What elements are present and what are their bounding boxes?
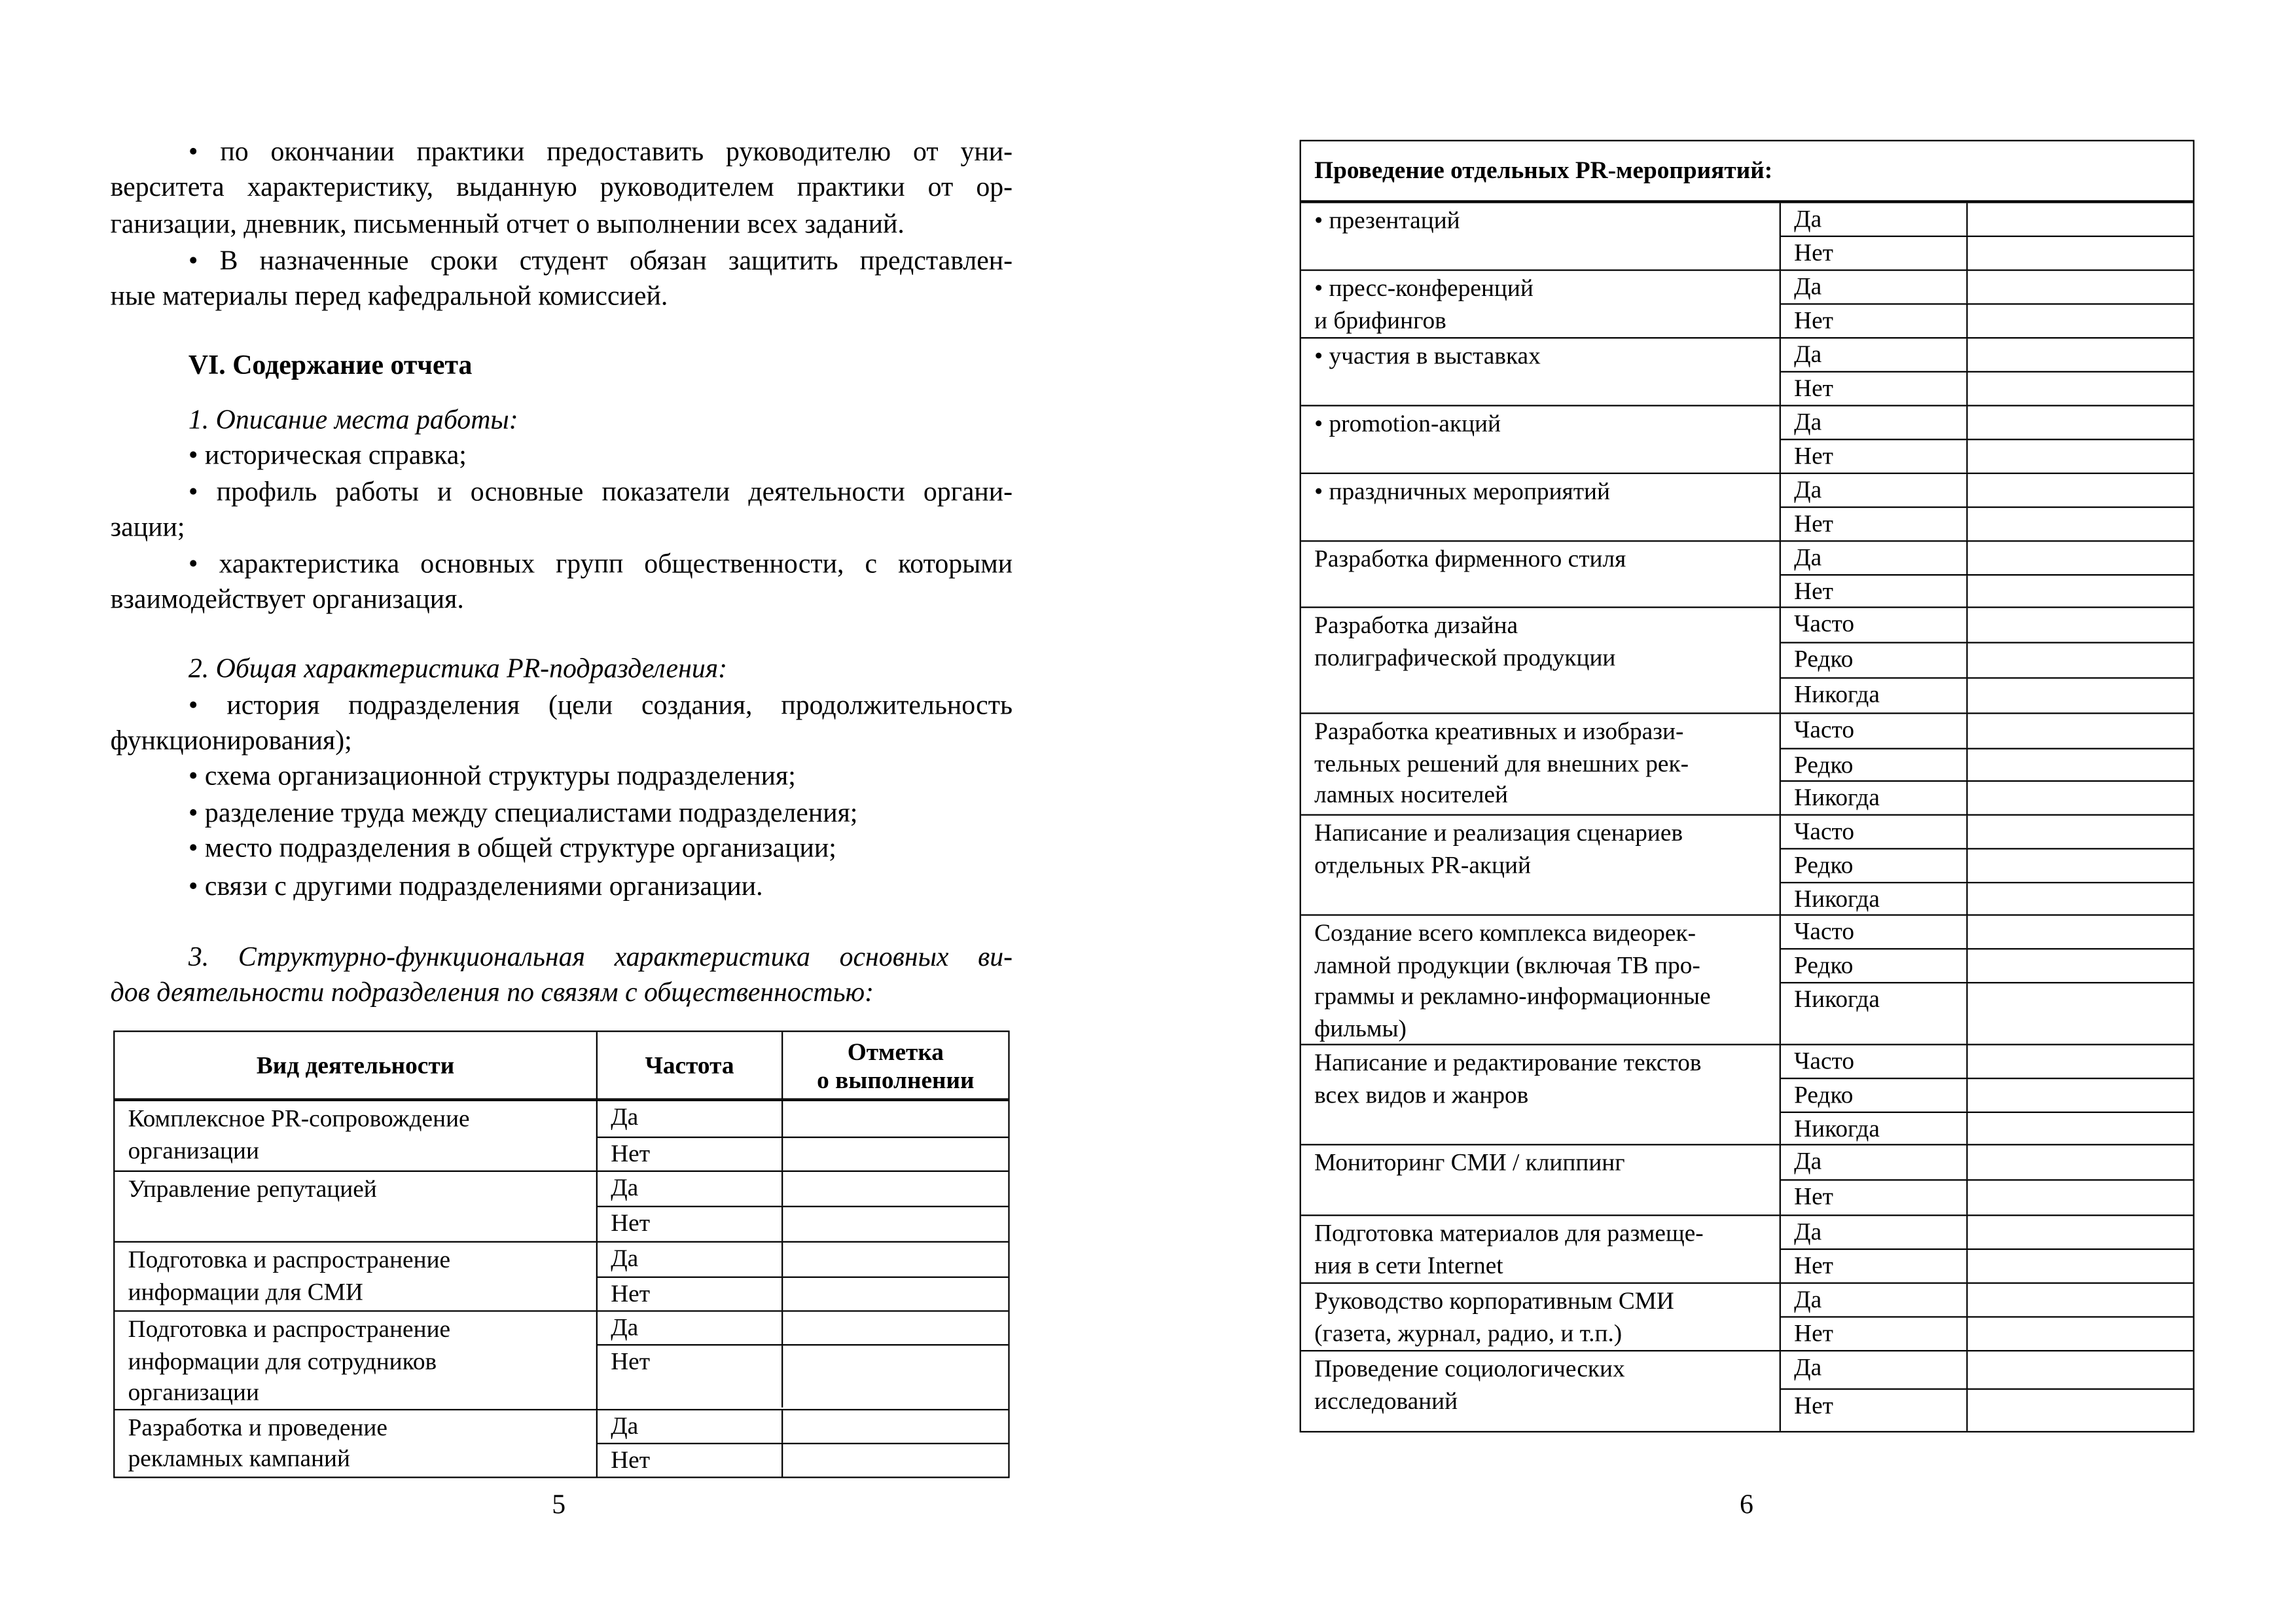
text-line: 2. Общая характеристика PR-подразделения:: [188, 653, 728, 685]
frequency-cell: Нет: [1781, 440, 1968, 472]
completion-mark-cell[interactable]: [1968, 575, 2193, 606]
pr-events-table: [1300, 140, 2195, 1432]
completion-mark-cell[interactable]: [1968, 916, 2193, 948]
completion-mark-cell[interactable]: [1968, 474, 2193, 506]
completion-mark-cell[interactable]: [1968, 816, 2193, 848]
activity-label-line: • праздничных мероприятий: [1314, 477, 1610, 505]
frequency-row: [1781, 303, 2193, 337]
frequency-cell: Да: [598, 1243, 783, 1277]
table-row: [1301, 1214, 2193, 1282]
bullet-item: [111, 475, 1013, 547]
frequency-row: [1781, 1179, 2193, 1214]
activity-cell: [115, 1312, 598, 1408]
completion-mark-cell[interactable]: [783, 1207, 1008, 1241]
frequency-cell: Да: [1781, 338, 1968, 371]
frequency-options: [1781, 474, 2193, 540]
activity-cell: [1301, 816, 1781, 915]
activity-label-line: Руководство корпоративным СМИ: [1314, 1286, 1674, 1315]
completion-mark-cell[interactable]: [1968, 1216, 2193, 1248]
frequency-row: [1781, 848, 2193, 882]
frequency-row: [1781, 1078, 2193, 1112]
table-row: [1301, 1144, 2193, 1214]
frequency-cell: Часто: [1781, 1046, 1968, 1078]
frequency-options: [1781, 1046, 2193, 1144]
frequency-cell: Нет: [1781, 1250, 1968, 1282]
activity-cell: [1301, 338, 1781, 405]
frequency-row: [598, 1410, 1008, 1442]
completion-mark-cell[interactable]: [1968, 508, 2193, 540]
frequency-cell: Часто: [1781, 714, 1968, 748]
completion-mark-cell[interactable]: [1968, 1390, 2193, 1431]
activity-label-line: рекламных кампаний: [128, 1444, 351, 1472]
frequency-cell: Да: [1781, 474, 1968, 506]
activity-label-line: Проведение социологических: [1314, 1354, 1625, 1383]
table-row: [1301, 1350, 2193, 1431]
frequency-options: [1781, 1351, 2193, 1431]
completion-mark-cell[interactable]: [1968, 271, 2193, 303]
text-line: зации;: [110, 513, 185, 544]
activity-label-line: • презентаций: [1314, 206, 1460, 234]
frequency-cell: Да: [1781, 407, 1968, 439]
frequency-cell: Нет: [1781, 237, 1968, 269]
activity-cell: [1301, 407, 1781, 473]
page-number-6: 6: [1739, 1489, 1753, 1521]
completion-mark-cell[interactable]: [783, 1172, 1008, 1206]
completion-mark-cell[interactable]: [1968, 644, 2193, 678]
completion-mark-cell[interactable]: [1968, 608, 2193, 642]
frequency-options: [1781, 916, 2193, 1044]
frequency-row: [1781, 882, 2193, 914]
activity-label-line: Создание всего комплекса видеорек-: [1314, 919, 1696, 947]
table-row: [1301, 202, 2193, 269]
bullet-item: [111, 870, 1013, 906]
completion-mark-cell[interactable]: [783, 1243, 1008, 1277]
frequency-cell: Да: [1781, 1145, 1968, 1179]
completion-mark-cell[interactable]: [1968, 1318, 2193, 1350]
subsection-title: [111, 652, 1013, 688]
frequency-row: [1781, 714, 2193, 748]
frequency-row: [1781, 677, 2193, 712]
frequency-row: [1781, 439, 2193, 473]
completion-mark-cell[interactable]: [1968, 1284, 2193, 1316]
completion-mark-cell[interactable]: [1968, 750, 2193, 780]
completion-mark-cell[interactable]: [1968, 1113, 2193, 1144]
completion-mark-cell[interactable]: [1968, 542, 2193, 574]
frequency-row: [1781, 780, 2193, 814]
activity-label-line: и брифингов: [1314, 305, 1446, 334]
frequency-options: [598, 1101, 1008, 1171]
completion-mark-cell[interactable]: [783, 1138, 1008, 1170]
activities-table-header: [115, 1032, 1008, 1099]
frequency-row: [598, 1243, 1008, 1277]
frequency-options: [598, 1243, 1008, 1310]
frequency-row: [1781, 948, 2193, 982]
table-row: [115, 1241, 1008, 1311]
activity-label-line: Управление репутацией: [128, 1175, 377, 1203]
activity-label-line: фильмы): [1314, 1013, 1407, 1042]
completion-mark-cell[interactable]: [783, 1345, 1008, 1407]
activity-label-line: полиграфической продукции: [1314, 642, 1616, 671]
bullet-item: [111, 439, 1013, 475]
frequency-row: [1781, 338, 2193, 371]
frequency-row: [1781, 474, 2193, 506]
table-row: [1301, 712, 2193, 814]
frequency-row: [1781, 1046, 2193, 1078]
frequency-cell: Да: [1781, 1351, 1968, 1388]
bullet-item: [111, 759, 1013, 795]
frequency-cell: Нет: [1781, 575, 1968, 606]
frequency-cell: Нет: [1781, 1180, 1968, 1214]
table-row: [115, 1100, 1008, 1171]
frequency-options: [1781, 1284, 2193, 1350]
frequency-options: [1781, 203, 2193, 269]
activity-label-line: Подготовка материалов для размеще-: [1314, 1218, 1704, 1247]
text-line: ганизации, дневник, письменный отчет о выполнении всех заданий.: [110, 208, 905, 240]
frequency-cell: Нет: [1781, 1318, 1968, 1350]
subsection-title: [111, 941, 1013, 1013]
text-line: • по окончании практики предоставить руководителю от уни-: [188, 137, 1013, 168]
activity-label-line: информации для СМИ: [128, 1277, 363, 1305]
frequency-cell: Редко: [1781, 949, 1968, 981]
frequency-options: [1781, 1145, 2193, 1214]
activity-cell: [1301, 916, 1781, 1044]
frequency-cell: Редко: [1781, 750, 1968, 780]
frequency-cell: Редко: [1781, 849, 1968, 881]
frequency-options: [1781, 816, 2193, 915]
frequency-cell: Да: [1781, 203, 1968, 235]
frequency-row: [1781, 1145, 2193, 1179]
frequency-row: [1781, 542, 2193, 574]
completion-mark-cell[interactable]: [1968, 440, 2193, 472]
frequency-row: [598, 1442, 1008, 1476]
table-row: [115, 1310, 1008, 1408]
text-line: верситета характеристику, выданную руководителем практики от ор-: [110, 173, 1013, 204]
activity-label-line: Подготовка и распространение: [128, 1315, 451, 1343]
completion-mark-cell[interactable]: [1968, 949, 2193, 981]
frequency-row: [598, 1206, 1008, 1241]
text-line: функционирования);: [110, 726, 352, 757]
table-row: [1301, 1283, 2193, 1350]
text-line: взаимодействует организация.: [110, 585, 464, 616]
activity-cell: [1301, 714, 1781, 814]
activity-cell: [1301, 608, 1781, 713]
frequency-cell: Никогда: [1781, 883, 1968, 914]
frequency-row: [1781, 203, 2193, 235]
frequency-cell: Да: [1781, 542, 1968, 574]
frequency-row: [1781, 916, 2193, 948]
activity-label-line: Написание и реализация сценариев: [1314, 818, 1683, 847]
activities-table: [113, 1030, 1009, 1477]
completion-mark-cell[interactable]: [1968, 1046, 2193, 1078]
text-line: • место подразделения в общей структуре организации;: [188, 833, 836, 864]
frequency-cell: Да: [598, 1172, 783, 1206]
activity-label-line: Разработка фирменного стиля: [1314, 545, 1626, 573]
bullet-item: [111, 689, 1013, 761]
page-number-5: 5: [552, 1489, 566, 1521]
activity-label-line: информации для сотрудников: [128, 1346, 437, 1375]
frequency-options: [598, 1410, 1008, 1476]
table-row: [1301, 914, 2193, 1044]
frequency-options: [1781, 271, 2193, 337]
text-line: 3. Структурно-функциональная характеристика основных ви-: [188, 942, 1013, 974]
activity-label-line: тельных решений для внешних рек-: [1314, 748, 1689, 777]
table-section-title: Проведение отдельных PR-мероприятий:: [1314, 156, 1773, 185]
text-line: • профиль работы и основные показатели деятельности органи-: [188, 477, 1013, 508]
completion-mark-cell[interactable]: [1968, 304, 2193, 337]
frequency-cell: Никогда: [1781, 782, 1968, 814]
text-line: 1. Описание места работы:: [188, 405, 518, 436]
text-line: • характеристика основных групп общественности, с которыми: [188, 549, 1013, 580]
header-line: Отметка: [847, 1037, 944, 1065]
activity-label-line: исследований: [1314, 1386, 1458, 1414]
completion-mark-cell[interactable]: [1968, 237, 2193, 269]
frequency-row: [598, 1172, 1008, 1206]
activity-label-line: Комплексное PR-сопровождение: [128, 1104, 470, 1133]
frequency-options: [1781, 542, 2193, 607]
frequency-row: [1781, 1389, 2193, 1431]
completion-mark-cell[interactable]: [1968, 1180, 2193, 1214]
activity-label-line: • пресс-конференций: [1314, 274, 1534, 302]
frequency-row: [1781, 1249, 2193, 1283]
text-line: дов деятельности подразделения по связям с общественностью:: [110, 978, 874, 1010]
activity-label-line: граммы и рекламно-информационные: [1314, 981, 1711, 1010]
frequency-row: [1781, 574, 2193, 606]
frequency-row: [598, 1344, 1008, 1408]
completion-mark-cell[interactable]: [1968, 849, 2193, 881]
activity-cell: [1301, 474, 1781, 540]
frequency-options: [598, 1172, 1008, 1241]
text-line: • В назначенные сроки студент обязан защитить представлен-: [188, 246, 1013, 277]
frequency-row: [1781, 236, 2193, 270]
frequency-row: [1781, 1351, 2193, 1388]
frequency-cell: Никогда: [1781, 679, 1968, 713]
frequency-row: [1781, 982, 2193, 1044]
completion-mark-cell[interactable]: [783, 1444, 1008, 1476]
activity-label-line: Мониторинг СМИ / клиппинг: [1314, 1148, 1625, 1176]
completion-mark-cell[interactable]: [1968, 714, 2193, 748]
frequency-cell: Нет: [1781, 373, 1968, 405]
activity-label-line: ния в сети Internet: [1314, 1250, 1503, 1279]
frequency-cell: Да: [1781, 1284, 1968, 1316]
frequency-cell: Часто: [1781, 916, 1968, 948]
column-header-completion: [783, 1032, 1008, 1098]
frequency-cell: Да: [1781, 271, 1968, 303]
frequency-options: [1781, 714, 2193, 814]
activity-cell: [115, 1243, 598, 1310]
text-line: • схема организационной структуры подразделения;: [188, 761, 796, 792]
frequency-options: [1781, 1216, 2193, 1282]
completion-mark-cell[interactable]: [1968, 373, 2193, 405]
frequency-row: [1781, 748, 2193, 780]
frequency-cell: Никогда: [1781, 983, 1968, 1044]
activity-label-line: • участия в выставках: [1314, 341, 1541, 370]
completion-mark-cell[interactable]: [783, 1101, 1008, 1137]
activity-label-line: организации: [128, 1135, 259, 1164]
text-line: VI. Содержание отчета: [188, 350, 473, 382]
frequency-cell: Нет: [1781, 508, 1968, 540]
frequency-options: [1781, 338, 2193, 405]
completion-mark-cell[interactable]: [783, 1278, 1008, 1310]
pr-events-table-header: [1301, 141, 2193, 202]
frequency-row: [1781, 1216, 2193, 1248]
frequency-row: [598, 1312, 1008, 1344]
activity-cell: [1301, 203, 1781, 269]
text-line: • история подразделения (цели создания, продолжительность: [188, 690, 1013, 721]
activity-cell: [1301, 271, 1781, 337]
activity-label-line: ламной продукции (включая ТВ про-: [1314, 950, 1700, 979]
completion-mark-cell[interactable]: [1968, 983, 2193, 1044]
column-header-frequency: Частота: [598, 1032, 783, 1098]
text-line: • связи с другими подразделениями организации.: [188, 871, 763, 903]
completion-mark-cell[interactable]: [1968, 407, 2193, 439]
activity-cell: [1301, 1145, 1781, 1214]
activity-label-line: Разработка дизайна: [1314, 611, 1518, 639]
table-row: [1301, 270, 2193, 337]
frequency-row: [1781, 507, 2193, 541]
completion-mark-cell[interactable]: [1968, 1250, 2193, 1282]
frequency-cell: Да: [1781, 1216, 1968, 1248]
activity-label-line: (газета, журнал, радио, и т.п.): [1314, 1318, 1623, 1347]
frequency-cell: Нет: [598, 1278, 783, 1310]
table-row: [1301, 814, 2193, 915]
frequency-row: [1781, 1316, 2193, 1350]
subsection-title: [111, 403, 1013, 439]
frequency-cell: Да: [598, 1312, 783, 1344]
bullet-item: [111, 548, 1013, 620]
frequency-row: [598, 1101, 1008, 1137]
frequency-cell: Да: [598, 1101, 783, 1137]
frequency-cell: Нет: [598, 1444, 783, 1476]
table-row: [1301, 337, 2193, 405]
activity-label-line: организации: [128, 1377, 259, 1406]
frequency-cell: Редко: [1781, 1079, 1968, 1111]
table-row: [1301, 606, 2193, 712]
frequency-cell: Никогда: [1781, 1113, 1968, 1144]
header-line: о выполнении: [817, 1065, 975, 1093]
completion-mark-cell[interactable]: [1968, 883, 2193, 914]
frequency-row: [1781, 642, 2193, 677]
frequency-options: [598, 1312, 1008, 1408]
text-line: ные материалы перед кафедральной комиссией.: [110, 282, 668, 313]
activity-label-line: всех видов и жанров: [1314, 1080, 1529, 1108]
completion-mark-cell[interactable]: [1968, 1079, 2193, 1111]
completion-mark-cell[interactable]: [1968, 1145, 2193, 1179]
activity-label-line: отдельных PR-акций: [1314, 850, 1531, 879]
frequency-row: [1781, 271, 2193, 303]
activity-cell: [115, 1101, 598, 1171]
completion-mark-cell[interactable]: [1968, 782, 2193, 814]
completion-mark-cell[interactable]: [1968, 203, 2193, 235]
frequency-cell: Нет: [1781, 1390, 1968, 1431]
completion-mark-cell[interactable]: [1968, 338, 2193, 371]
section-heading: [111, 349, 1013, 385]
activity-label-line: Разработка креативных и изобрази-: [1314, 717, 1684, 745]
table-row: [1301, 405, 2193, 472]
frequency-options: [1781, 608, 2193, 713]
column-header-activity: Вид деятельности: [115, 1032, 598, 1098]
activity-label-line: Написание и редактирование текстов: [1314, 1048, 1702, 1076]
activity-cell: [1301, 1351, 1781, 1431]
text-line: • разделение труда между специалистами подразделения;: [188, 797, 858, 830]
bullet-item: [111, 832, 1013, 868]
bullet-paragraph: [111, 244, 1013, 316]
frequency-row: [598, 1277, 1008, 1311]
completion-mark-cell[interactable]: [783, 1410, 1008, 1442]
frequency-row: [1781, 371, 2193, 405]
completion-mark-cell[interactable]: [783, 1312, 1008, 1344]
frequency-row: [1781, 1112, 2193, 1144]
frequency-row: [1781, 816, 2193, 848]
activity-cell: [1301, 1046, 1781, 1144]
completion-mark-cell[interactable]: [1968, 1351, 2193, 1388]
frequency-cell: Да: [598, 1410, 783, 1442]
activity-cell: [1301, 1216, 1781, 1282]
frequency-cell: Нет: [598, 1207, 783, 1241]
frequency-cell: Часто: [1781, 816, 1968, 848]
activity-cell: [115, 1410, 598, 1476]
activity-label-line: Подготовка и распространение: [128, 1245, 451, 1274]
frequency-cell: Нет: [598, 1345, 783, 1407]
activity-cell: [1301, 542, 1781, 607]
frequency-row: [598, 1137, 1008, 1171]
bullet-item: [111, 797, 1013, 833]
activity-label-line: ламных носителей: [1314, 780, 1509, 809]
table-row: [1301, 1044, 2193, 1144]
bullet-paragraph: [111, 136, 1013, 244]
activity-label-line: • promotion-акций: [1314, 409, 1501, 437]
table-row: [1301, 540, 2193, 606]
table-row: [115, 1408, 1008, 1476]
completion-mark-cell[interactable]: [1968, 679, 2193, 713]
activity-cell: [1301, 1284, 1781, 1350]
text-line: • историческая справка;: [188, 440, 467, 471]
frequency-row: [1781, 1284, 2193, 1316]
frequency-row: [1781, 407, 2193, 439]
frequency-cell: Нет: [598, 1138, 783, 1170]
activity-cell: [115, 1172, 598, 1241]
table-row: [115, 1171, 1008, 1241]
frequency-cell: Редко: [1781, 644, 1968, 678]
frequency-options: [1781, 407, 2193, 473]
frequency-cell: Нет: [1781, 304, 1968, 337]
table-row: [1301, 473, 2193, 540]
frequency-cell: Часто: [1781, 608, 1968, 642]
frequency-row: [1781, 608, 2193, 642]
activity-label-line: Разработка и проведение: [128, 1412, 387, 1441]
